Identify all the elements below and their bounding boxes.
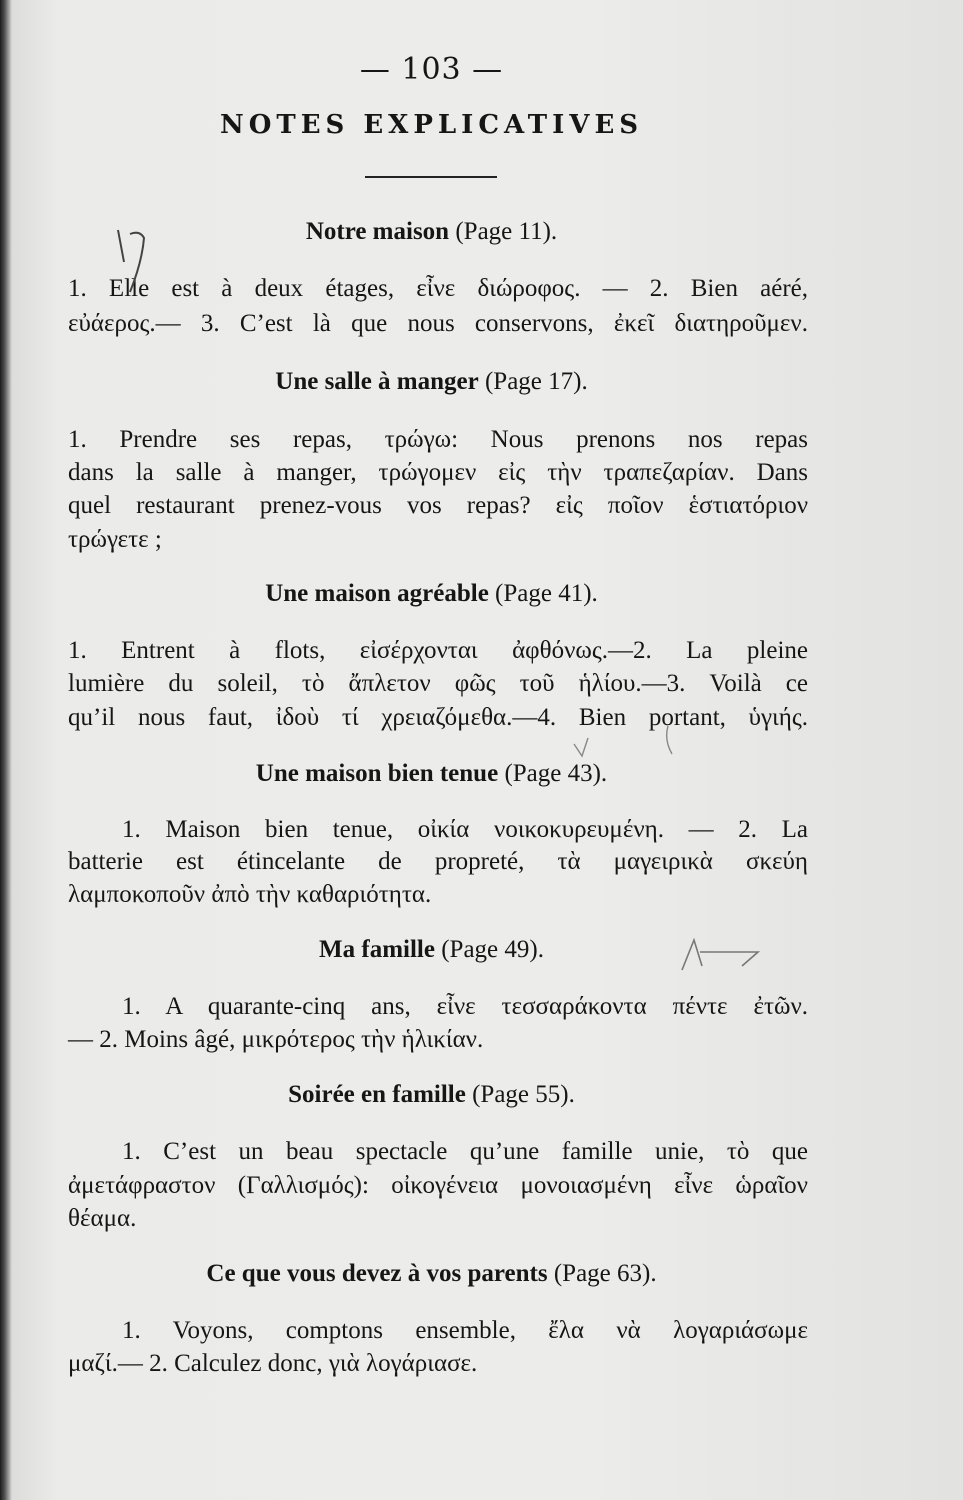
section-heading-notre-maison xyxy=(0,218,863,246)
text-line: μαζί.— 2. Calculez donc, γιὰ λογάριασε. xyxy=(68,1350,478,1377)
section-heading-page: (Page 11). xyxy=(455,218,558,245)
title-divider xyxy=(365,176,497,178)
section-heading-salle-a-manger xyxy=(0,368,863,396)
section-heading-page: (Page 63). xyxy=(553,1260,657,1287)
text-line: εὐάερος.— 3. C’est là que nous conservons, ἐκεῖ διατηροῦμεν. xyxy=(68,310,808,337)
section-heading-soiree-en-famille xyxy=(0,1081,863,1109)
page-number: — 103 — xyxy=(359,52,504,87)
section-heading-page: (Page 43). xyxy=(504,760,608,787)
text-line: τρώγετε ; xyxy=(68,526,162,553)
section-heading-maison-bien-tenue xyxy=(0,760,863,788)
section-heading-title: Ce que vous devez à vos parents xyxy=(206,1260,548,1287)
section-heading-ma-famille xyxy=(0,936,863,964)
text-line: ἀμετάφραστον (Γαλλισμός): οἰκογένεια μονοιασμένη εἶνε ὡραῖον xyxy=(68,1172,808,1199)
text-line: 1. A quarante-cinq ans, εἶνε τεσσαράκοντα πέντε ἐτῶν. xyxy=(122,993,808,1020)
text-line: 1. Maison bien tenue, οἰκία νοικοκυρευμένη. — 2. La xyxy=(122,816,808,843)
text-line: dans la salle à manger, τρώγομεν εἰς τὴν τραπεζαρίαν. Dans xyxy=(68,459,808,486)
text-line: θέαμα. xyxy=(68,1205,137,1232)
text-line: quel restaurant prenez-vous vos repas? εἰς ποῖον ἑστιατόριον xyxy=(68,492,808,519)
page-title: NOTES EXPLICATIVES xyxy=(219,110,644,140)
text-line: — 2. Moins âgé, μικρότερος τὴν ἡλικίαν. xyxy=(68,1026,484,1053)
section-heading-maison-agreable xyxy=(0,580,863,608)
text-line: 1. C’est un beau spectacle qu’une famille unie, τὸ que xyxy=(122,1138,808,1165)
section-heading-title: Une salle à manger xyxy=(275,368,479,395)
text-line: batterie est étincelante de propreté, τὰ μαγειρικὰ σκεύη xyxy=(68,848,808,875)
section-heading-title: Une maison agréable xyxy=(265,580,489,607)
section-heading-page: (Page 49). xyxy=(441,936,544,963)
section-heading-ce-que-vous-devez xyxy=(0,1260,863,1288)
text-line: qu’il nous faut, ἰδοὺ τί χρειαζόμεθα.—4. Bien portant, ὑγιής. xyxy=(68,704,808,731)
section-heading-title: Ma famille xyxy=(319,936,435,963)
section-heading-title: Notre maison xyxy=(305,218,450,245)
text-line: 1. Voyons, comptons ensemble, ἔλα νὰ λογαριάσωμε xyxy=(122,1317,808,1344)
section-heading-page: (Page 17). xyxy=(484,368,588,395)
section-heading-page: (Page 55). xyxy=(472,1081,575,1108)
text-line: 1. Entrent à flots, εἰσέρχονται ἀφθόνως.—2. La pleine xyxy=(68,637,808,664)
section-heading-title: Une maison bien tenue xyxy=(255,760,499,787)
section-heading-title: Soirée en famille xyxy=(288,1081,466,1108)
text-line: λαμποκοποῦν ἀπὸ τὴν καθαριότητα. xyxy=(68,881,432,908)
text-line: 1. Elle est à deux étages, εἶνε διώροφος. — 2. Bien aéré, xyxy=(68,275,808,302)
section-heading-page: (Page 41). xyxy=(495,580,598,607)
text-line: lumière du soleil, τὸ ἄπλετον φῶς τοῦ ἡλίου.—3. Voilà ce xyxy=(68,670,808,697)
text-line: 1. Prendre ses repas, τρώγω: Nous prenons nos repas xyxy=(68,426,808,453)
